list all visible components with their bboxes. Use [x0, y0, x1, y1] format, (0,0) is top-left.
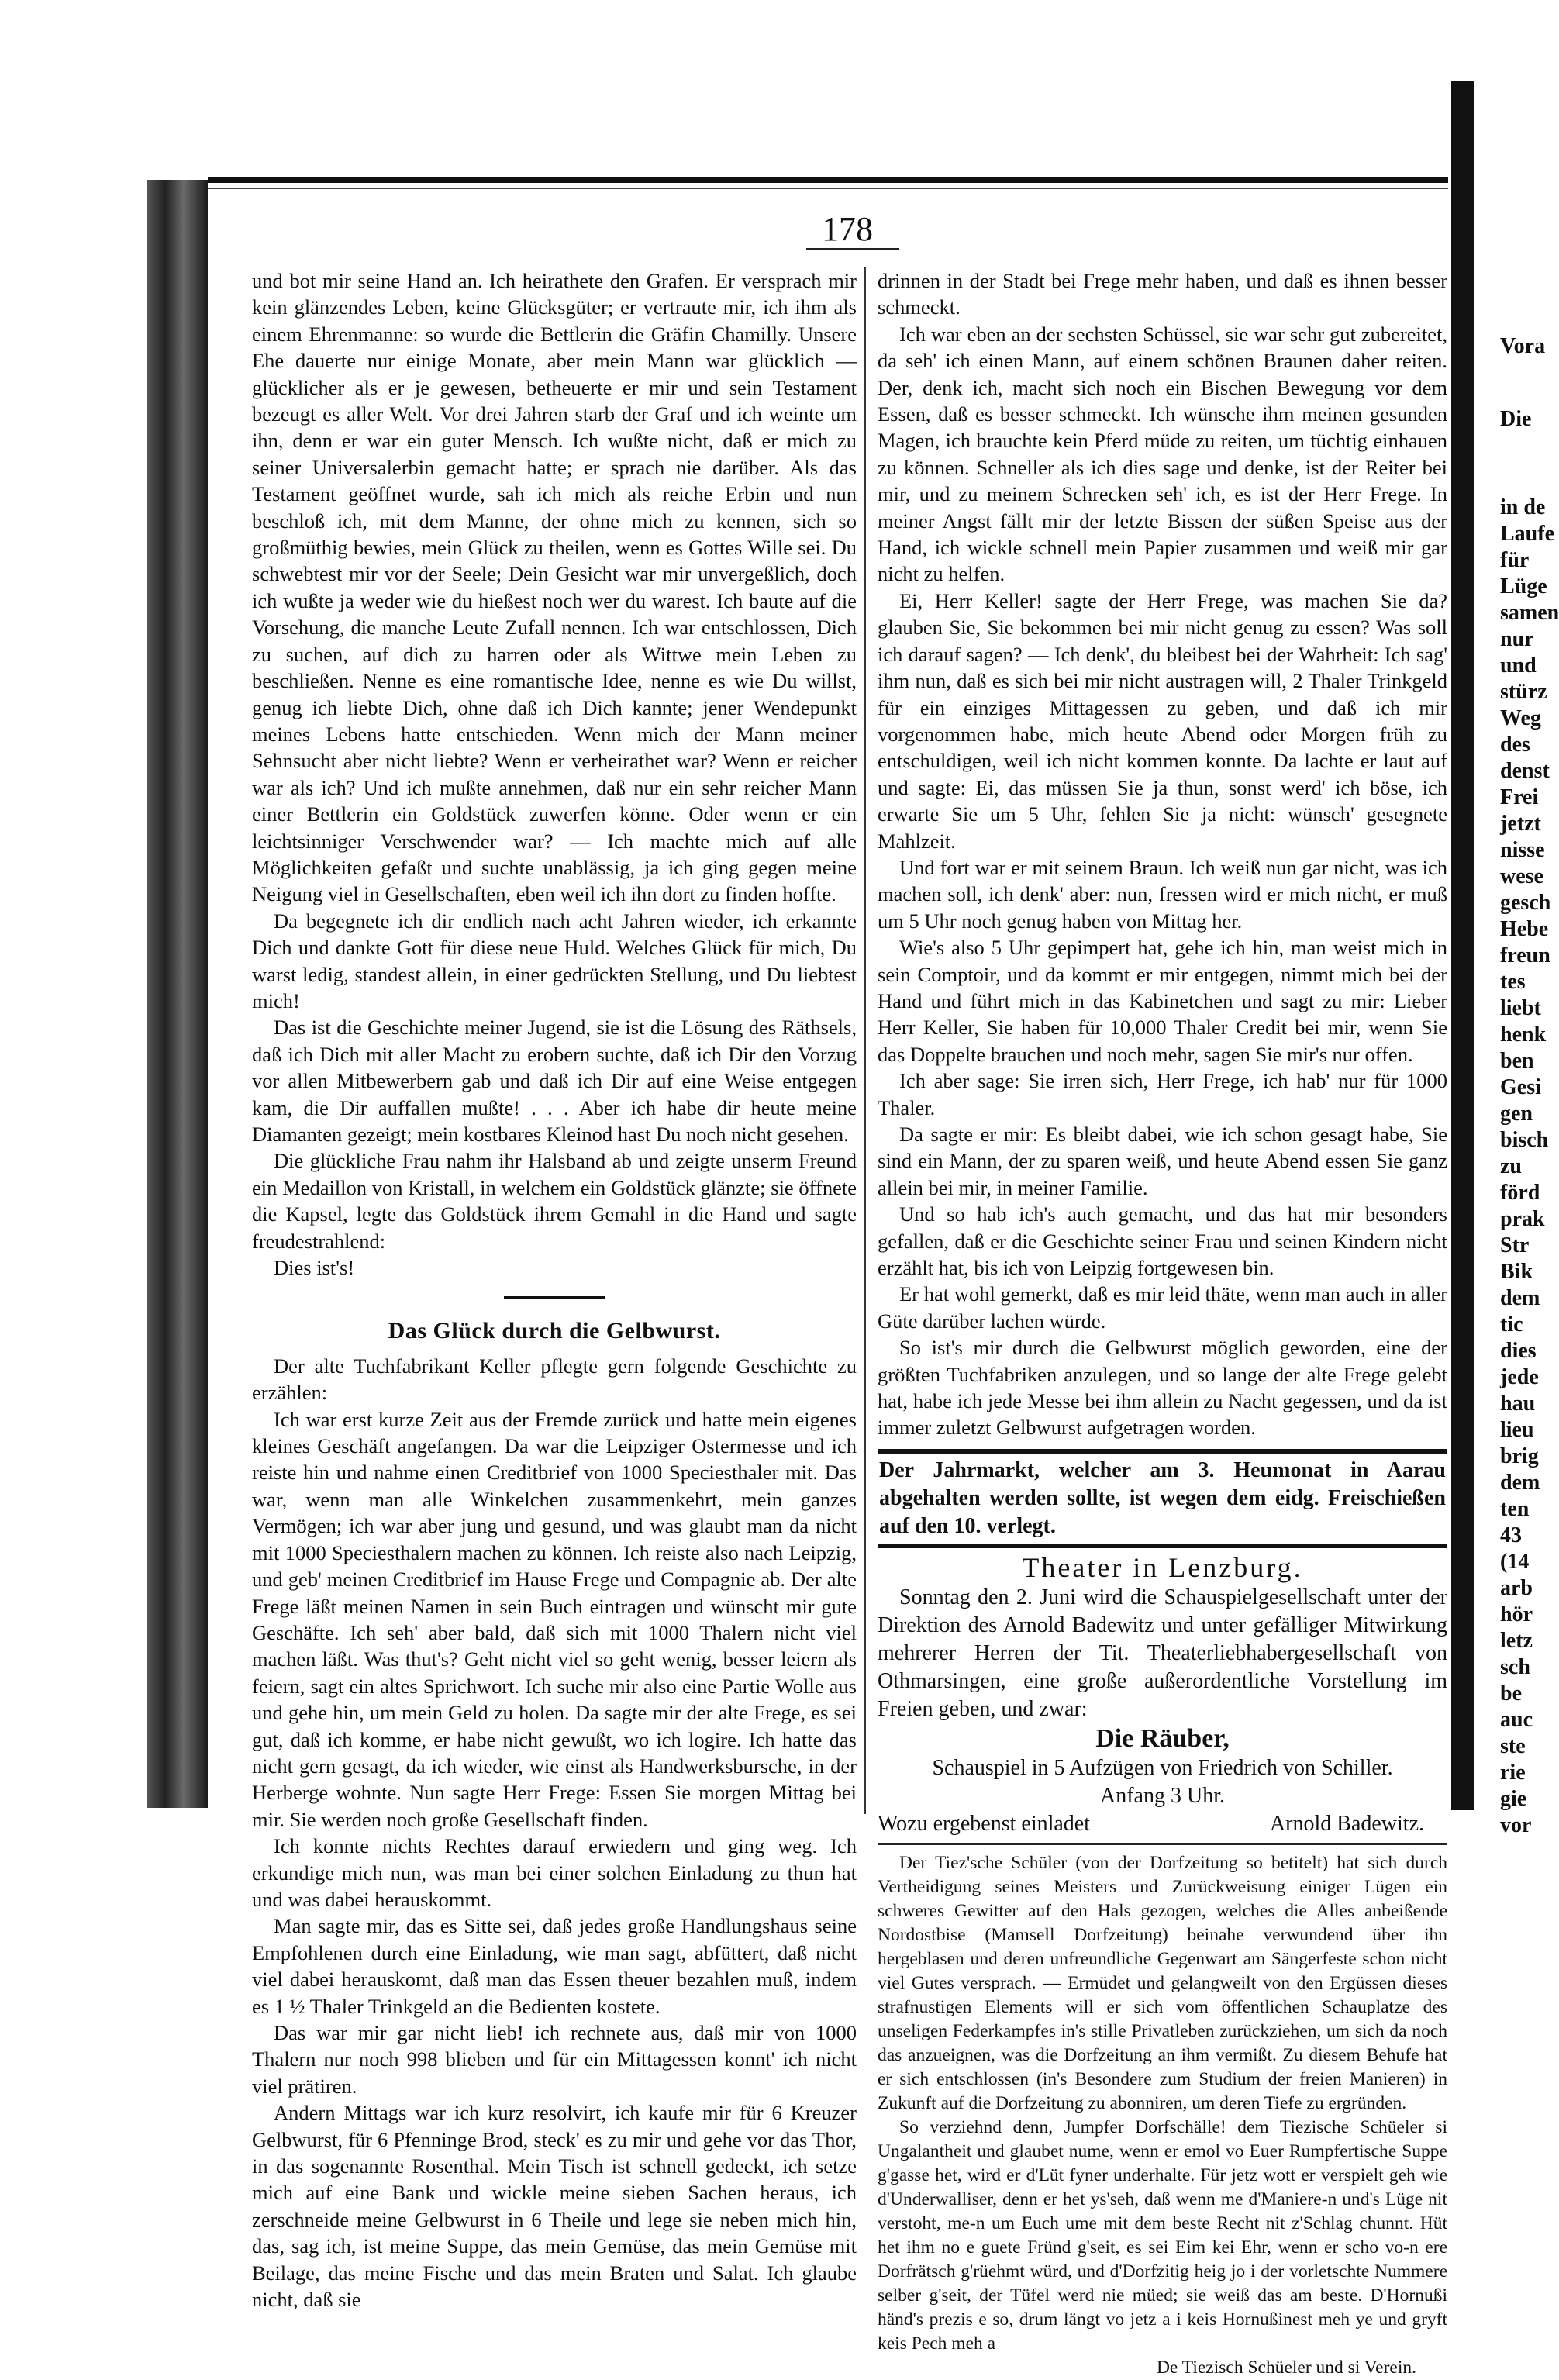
- paragraph: Und fort war er mit seinem Braun. Ich weiß nun gar nicht, was ich machen soll, ich denk' aber: nun, fressen wird er mich nicht, er muß um 5 Uhr noch genug haben von Mittag her.: [878, 855, 1447, 933]
- theater-signature: Arnold Badewitz.: [1269, 1811, 1424, 1836]
- fragment-word: förd: [1500, 1181, 1540, 1205]
- fragment-word: gie: [1500, 1787, 1527, 1811]
- column-divider: [864, 267, 866, 1814]
- fragment-word: nur: [1500, 627, 1534, 651]
- paragraph: Ich konnte nichts Rechtes darauf erwiedern und ging weg. Ich erkundige mich nun, was man bei einer solchen Einladung zu thun hat und was dabei herauskommt.: [252, 1834, 857, 1911]
- fragment-word: letz: [1500, 1629, 1533, 1653]
- paragraph: Das ist die Geschichte meiner Jugend, sie ist die Lösung des Räthsels, daß ich Dich mit aller Macht zu erobern suchte, daß ich Dir den Vorzug vor allen Mitbewerbern gab und daß ich Dir auf eine Weise entgegen kam, die Dir auffallen mußte! . . . Aber ich habe dir heute meine Diamanten gezeigt; mein kostbares Kleinod hast Du noch nicht gesehen.: [252, 1016, 857, 1146]
- fragment-word: Die: [1500, 407, 1532, 431]
- fragment-word: be: [1500, 1682, 1522, 1706]
- fragment-word: Weg: [1500, 706, 1541, 730]
- paragraph: Da sagte er mir: Es bleibt dabei, wie ich schon gesagt habe, Sie sind ein Mann, der zu sparen weiß, und heute Abend essen Sie ganz allein bei mir, in meiner Familie.: [878, 1123, 1447, 1199]
- header-rule-thin: [208, 188, 1448, 189]
- paragraph: Das war mir gar nicht lieb! ich rechnete aus, daß mir von 1000 Thalern nur noch 998 blieben und für ein Mittagessen konnt' ich nicht viel prätiren.: [252, 2021, 857, 2098]
- paragraph: So verziehnd denn, Jumpfer Dorfschälle! dem Tiezische Schüeler si Ungalantheit und glaubet nume, wenn er emol vo Euer Rumpfertische Suppe g'gasse het, wird er d'Lüt fyner underhalte. Für jetz wott er verspielt geh wie d'Underwalliser, denn er het ys'seh, daß wenn me d'Maniere-n und's Lüge nit verstoht, me-n um Euch ume mit dem beste Recht nit z'Schlag chunnt. Hüt het ihm no e guete Fründ g'seit, es sei Eim kei Ehr, wenn er scho vo-n ere Dorfrätsch g'rüehmt würd, und d'Dorfzitig heig jo i der vorletschte Nummere selber g'seit, der Tüfel werd nie müed; sie weiß das am beste. D'Hornußi händ's prezis e so, drum längt vo jetz a i keis Hornußinest meh ye und gryft keis Pech meh a: [878, 2116, 1447, 2354]
- paragraph: Dies ist's!: [274, 1256, 355, 1280]
- fragment-word: hau: [1500, 1392, 1536, 1416]
- theater-signature-row: [878, 1810, 1447, 1838]
- adjacent-page-fragments: [1500, 333, 1559, 1839]
- play-title: Die Räuber,: [1095, 1723, 1230, 1753]
- paragraph: Wie's also 5 Uhr gepimpert hat, gehe ich hin, man weist mich in sein Comptoir, und da kommt er mir entgegen, nimmt mich bei der Hand und führt mich in das Kabinetchen und sagt zu mir: Lieber Herr Keller, Sie haben für 10,000 Thaler Credit bei mir, wenn Sie das Doppelte brauchen und noch mehr, sagen Sie mir's nur offen.: [878, 936, 1447, 1066]
- page-number-underline: [806, 248, 899, 250]
- fragment-word: ten: [1500, 1497, 1530, 1521]
- fragment-word: gesch: [1500, 891, 1551, 915]
- fragment-word: freun: [1500, 943, 1550, 968]
- fragment-word: tes: [1500, 970, 1526, 994]
- paragraph: Man sagte mir, das es Sitte sei, daß jedes große Handlungshaus seine Empfohlenen durch eine Einladung, wie man sagt, abfüttert, daß nicht viel dabei herauskomt, daß man das Essen theuer bezahlen muß, indem es 1 ½ Thaler Trinkgeld an die Bedienten kostete.: [252, 1914, 857, 2018]
- dialect-signature: De Tiezisch Schüeler und si Verein.: [1156, 2357, 1416, 2378]
- fragment-word: auc: [1500, 1708, 1533, 1732]
- fragment-word: stürz: [1500, 680, 1547, 704]
- paragraph: Andern Mittags war ich kurz resolvirt, ich kaufe mir für 6 Kreuzer Gelbwurst, für 6 Pfenninge Brod, steck' es zu mir und gehe vor das Thor, in das sogenannte Rosenthal. Mein Tisch ist schnell gedeckt, ich setze mich auf eine Bank und wickle meine sieben Sachen heraus, ich zerschneide meine Gelbwurst in 6 Theile und lege sie neben mich hin, das, sag ich, ist meine Suppe, das mein Gemüse, das mein Gemüse mit Beilage, das meine Fische und das mein Braten und Salat. Ich glaube nicht, daß sie: [252, 2101, 857, 2312]
- fragment-word: ben: [1500, 1049, 1534, 1073]
- fragment-word: dem: [1500, 1286, 1540, 1310]
- fragment-word: Frei: [1500, 785, 1539, 809]
- fragment-word: brig: [1500, 1444, 1539, 1468]
- fragment-word: nisse: [1500, 838, 1545, 862]
- fragment-word: Laufe: [1500, 522, 1554, 546]
- section-title: Das Glück durch die Gelbwurst.: [388, 1318, 721, 1344]
- paragraph: drinnen in der Stadt bei Frege mehr haben, und daß es ihnen besser schmeckt.: [878, 269, 1447, 319]
- paragraph: Ich war eben an der sechsten Schüssel, sie war sehr gut zubereitet, da seh' ich einen Mann, auf einem schönen Braunen daher reiten. Der, denk ich, macht sich noch ein Bischen Bewegung vor dem Essen, daß es besser schmeckt. Ich wünsche ihm meinen gesunden Magen, ich brauchte kein Pferd müde zu reiten, um tüchtig einhauen zu können. Schneller als ich dies sage und denke, ist der Reiter bei mir, und zu meinem Schrecken seh' ich, es ist der Herr Frege. In meiner Angst fällt mir der letzte Bissen der süßen Speise aus der Hand, ich wickle schnell mein Papier zusammen und weiß mir gar nicht zu helfen.: [878, 322, 1447, 586]
- paragraph: Ich aber sage: Sie irren sich, Herr Frege, ich hab' nur für 1000 Thaler.: [878, 1069, 1447, 1119]
- play-subtitle: Schauspiel in 5 Aufzügen von Friedrich von Schiller.: [932, 1755, 1393, 1780]
- fragment-word: denst: [1500, 759, 1550, 783]
- invite-text: Wozu ergebenst einladet: [878, 1811, 1091, 1836]
- paragraph: Da begegnete ich dir endlich nach acht Jahren wieder, ich erkannte Dich und dankte Gott für diese neue Huld. Welches Glück für mich, Du warst ledig, standest allein, in einer gedrückten Stellung, und Du liebtest mich!: [252, 909, 857, 1012]
- fragment-word: henk: [1500, 1023, 1547, 1047]
- header-rule: [208, 177, 1448, 183]
- right-column: [878, 267, 1447, 2380]
- paragraph: Ei, Herr Keller! sagte der Herr Frege, was machen Sie da? glauben Sie, Sie bekommen bei mir nicht genug zu essen? Was soll ich darauf sagen? — Ich denk', du bleibest bei der Wahrheit: Ich sag' ihm nun, daß es sich bei mir nicht austragen will, 2 Thaler Trinkgeld für ein einziges Mittagessen zu geben, und daß ich mir vorgenommen habe, mich heute Abend oder Morgen früh zu entschuldigen, weil ich nicht kommen konnte. Da lachte er laut auf und sagte: Ei, das müssen Sie ja thun, sonst werd' ich böse, ich erwarte Sie um 5 Uhr, fehlen Sie ja nicht: wünsch' gesegnete Mahlzeit.: [878, 588, 1447, 853]
- fragment-word: gen: [1500, 1102, 1533, 1126]
- fragment-word: liebt: [1500, 996, 1541, 1020]
- fragment-word: jetzt: [1500, 812, 1541, 836]
- fragment-word: arb: [1500, 1576, 1533, 1600]
- fragment-word: dem: [1500, 1471, 1540, 1495]
- fragment-word: prak: [1500, 1207, 1545, 1231]
- start-time: Anfang 3 Uhr.: [1100, 1783, 1225, 1808]
- paragraph: Der alte Tuchfabrikant Keller pflegte gern folgende Geschichte zu erzählen:: [252, 1354, 857, 1405]
- fragment-word: in de: [1500, 495, 1546, 519]
- paragraph: Ich war erst kurze Zeit aus der Fremde zurück und hatte mein eigenes kleines Geschäft angefangen. Da war die Leipziger Ostermesse und ich reiste hin und nahme einen Creditbrief von 1000 Speciesthaler mit. Das war, wenn man alle Winkelchen zusammenkehrt, mein ganzes Vermögen; ich war aber jung und gesund, und was glaubt man da nicht mit 1000 Speciesthalern machen zu können. Ich reiste also nach Leipzig, und geb' meinen Creditbrief im Hause Frege und Compagnie ab. Der alte Frege läßt meinen Namen in sein Buch eintragen und wünscht mir gute Geschäfte. Ich seh' aber bald, daß sich mit 1000 Thalern nicht viel machen läßt. Was thut's? Geht nicht viel so geht wenig, besser leiern als feiern, sagt ein altes Sprichwort. Ich suche mir also eine Partie Wolle aus und gehe hin, um mein Geld zu holen. Da sagte mir der alte Frege, es sei gut, daß ich komme, er habe nicht gewußt, wo ich logire. Ich hatte das nicht gern gesagt, da ich wieder, wie einst als Handwerksbursche, in der Herberge wohnte. Nun sagte Herr Frege: Essen Sie morgen Mittag bei mir. Sie werden noch große Gesellschaft finden.: [252, 1407, 857, 1831]
- fragment-word: bisch: [1500, 1128, 1549, 1152]
- fragment-word: samen: [1500, 601, 1559, 625]
- fragment-word: sch: [1500, 1655, 1530, 1679]
- fragment-word: des: [1500, 733, 1530, 757]
- fragment-word: für: [1500, 548, 1530, 572]
- theater-body: Sonntag den 2. Juni wird die Schauspielgesellschaft unter der Direktion des Arnold Badewitz und unter gefälliger Mitwirkung mehrerer Herren der Tit. Theaterliebhabergesellschaft von Othmarsingen, eine große außerordentliche Vorstellung im Freien geben, und zwar:: [878, 1585, 1447, 1721]
- jahrmarkt-notice: Der Jahrmarkt, welcher am 3. Heumonat in Aarau abgehalten werden sollte, ist wegen dem eidg. Freischießen auf den 10. verlegt.: [878, 1449, 1447, 1548]
- left-column: [252, 267, 857, 2313]
- fragment-word: tic: [1500, 1312, 1523, 1337]
- fragment-word: Hebe: [1500, 917, 1549, 941]
- fragment-word: lieu: [1500, 1418, 1534, 1442]
- fragment-word: zu: [1500, 1154, 1522, 1178]
- fragment-word: rie: [1500, 1761, 1526, 1785]
- paragraph: Die glückliche Frau nahm ihr Halsband ab und zeigte unserm Freund ein Medaillon von Kristall, in welchem ein Goldstück glänzte; sie öffnete die Kapsel, legte das Goldstück ihrem Gemahl in die Hand und sagte freudestrahlend:: [252, 1149, 857, 1253]
- fragment-word: wese: [1500, 864, 1543, 888]
- paragraph: und bot mir seine Hand an. Ich heirathete den Grafen. Er versprach mir kein glänzendes Leben, keine Glücksgüter; er vertraute mir, ich ihm als einem Ehrenmanne: so wurde die Bettlerin die Gräfin Chamilly. Unsere Ehe dauerte nur einige Monate, aber mein Mann war glücklich — glücklicher als er je gewesen, betheuerte er mir und sein Testament bezeugt es aller Welt. Vor drei Jahren starb der Graf und ich weinte um ihn, denn er war ein guter Mensch. Ich wußte nicht, daß er mich zu seiner Universalerbin gemacht hatte; er sprach nie darüber. Als das Testament geöffnet wurde, sah ich mich als reiche Erbin und nun beschloß ich, mit dem Manne, der ohne mich zu kennen, sich so großmüthig bewies, mein Glück zu theilen, wenn es Gottes Wille sei. Du schwebtest mir vor der Seele; Dein Gesicht war mir unvergeßlich, doch ich wußte ja weder wie du hießest noch wer du warest. Ich baute auf die Vorsehung, die manche Leute Zufall nennen. Ich war entschlossen, Dich zu suchen, auf dich zu harren oder als Wittwe mein Leben zu beschließen. Nenne es eine romantische Idee, nenne es wie Du willst, genug ich liebte Dich, ohne daß ich Dich kannte; jener Wendepunkt meines Lebens hatte entschieden. Wenn mich der Mann meiner Sehnsucht aber nicht liebte? Wenn er verheirathet war? Wenn er reicher war als ich? Und ich mußte annehmen, daß nur ein sehr reicher Mann einer Bettlerin ein Goldstück zuwerfen könne. Oder wenn er ein leichtsinniger Verschwender war? — Ich machte mich auf alle Möglichkeiten gefaßt und suchte unablässig, ja ich ging gegen meine Neigung viel in Gesellschaften, eben weil ich ihn dort zu finden hoffte.: [252, 269, 857, 906]
- fragment-word: Lüge: [1500, 574, 1547, 598]
- paragraph: Er hat wohl gemerkt, daß es mir leid thäte, wenn man auch in aller Güte darüber lachen würde.: [878, 1282, 1447, 1333]
- fragment-word: 43: [1500, 1523, 1522, 1547]
- scan-margin: [0, 180, 147, 1808]
- book-spine-edge: [147, 180, 208, 1808]
- notice-divider: [878, 1843, 1447, 1845]
- paragraph: So ist's mir durch die Gelbwurst möglich geworden, eine der größten Tuchfabriken anzulegen, und so lange der alte Frege gelebt hat, habe ich jede Messe bei ihm allein zu Nacht gegessen, und da ist immer zuletzt Gelbwurst aufgetragen worden.: [878, 1336, 1447, 1440]
- fragment-word: Vora: [1500, 334, 1546, 358]
- fragment-word: vor: [1500, 1813, 1532, 1837]
- fragment-word: hör: [1500, 1602, 1533, 1626]
- fragment-word: dies: [1500, 1339, 1537, 1363]
- page-gutter-bar: [1451, 81, 1474, 1810]
- fragment-word: jede: [1500, 1365, 1539, 1389]
- fragment-word: Gesi: [1500, 1075, 1541, 1099]
- paragraph: Der Tiez'sche Schüler (von der Dorfzeitung so betitelt) hat sich durch Vertheidigung seines Meisters und Zurückweisung einiger Lügen ein schweres Gewitter auf den Hals gezogen, welches die Alles anbeißende Nordostbise (Mamsell Dorfzeitung) beinahe verwundend über ihn hergeblasen und deren unfreundliche Gegenwart am Sängerfeste schon nicht viel Gutes versprach. — Ermüdet und gelangweilt von den Ergüssen dieses strafnustigen Elements will er sich vom öffentlichen Schauplatze des unseligen Federkampfes in's stille Privatleben zurückziehen, um sich da noch das anzueignen, was die Dorfzeitung an ihm vermißt. Zu diesem Behufe hat er sich entschlossen (in's Besondere zum Studium der freien Manieren) in Zukunft auf die Dorfzeitung zu abonniren, um deren Tiefe zu ergründen.: [878, 1852, 1447, 2113]
- paragraph: Und so hab ich's auch gemacht, und das hat mir besonders gefallen, daß er die Geschichte seiner Frau und seinen Kindern nicht erzählt hat, bis ich von Leipzig fortgewesen bin.: [878, 1202, 1447, 1280]
- fragment-word: Str: [1500, 1233, 1530, 1257]
- page-number: 178: [822, 210, 873, 248]
- section-divider: [504, 1296, 605, 1299]
- theater-title: Theater in Lenzburg.: [1022, 1551, 1303, 1583]
- fragment-word: Bik: [1500, 1260, 1533, 1284]
- fragment-word: und: [1500, 654, 1537, 678]
- dialect-notice: [878, 1851, 1447, 2380]
- fragment-word: (14: [1500, 1550, 1530, 1574]
- fragment-word: ste: [1500, 1734, 1526, 1758]
- theater-announcement: [878, 1551, 1447, 1838]
